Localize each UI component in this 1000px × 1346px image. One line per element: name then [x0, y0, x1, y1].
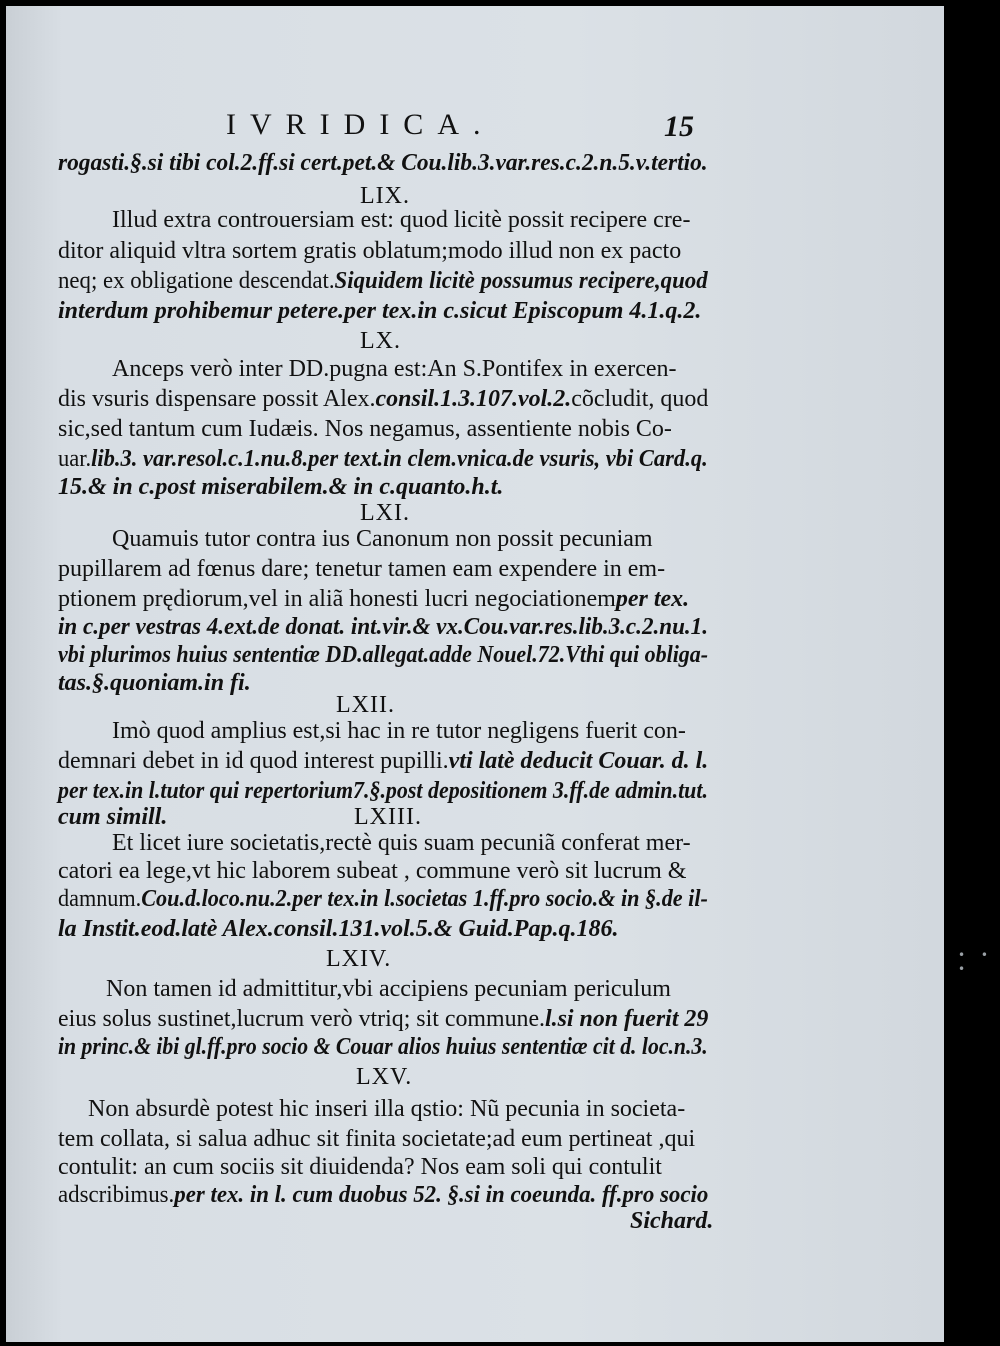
roman-text: Non absurdè potest hic inseri illa qstio: Nũ pecunia in societa- [88, 1096, 686, 1122]
text-line [58, 1182, 708, 1209]
roman-text: dis vsuris dispensare possit Alex. [58, 386, 376, 412]
roman-text: Et licet iure societatis,rectè quis suam pecuniã conferat mer- [112, 830, 691, 856]
citation-text: tas.§.quoniam.in fi. [58, 670, 251, 696]
text-line [58, 670, 251, 697]
roman-text: catori ea lege,vt hic laborem subeat , commune verò sit lucrum & [58, 858, 687, 884]
text-line [58, 268, 708, 295]
text-line [58, 1006, 708, 1033]
text-line [630, 1208, 713, 1235]
citation-text: Cou.d.loco.nu.2.per tex.in l.societas 1.ff.pro socio.& in §.de il- [141, 886, 708, 912]
roman-text: Quamuis tutor contra ius Canonum non possit pecuniam [112, 526, 653, 552]
text-line [58, 916, 618, 943]
citation-text: in princ.& ibi gl.ff.pro socio & Couar alios huius sententiæ cit d. loc.n.3. [58, 1034, 708, 1060]
citation-text: lib.3. var.resol.c.1.nu.8.per text.in clem.vnica.de vsuris, vbi Card.q. [91, 446, 708, 472]
text-line [58, 556, 665, 583]
roman-text: ptionem prędiorum,vel in aliã honesti lucri negociationem [58, 586, 616, 612]
section-number: LXII. [336, 692, 395, 718]
roman-text: ditor aliquid vltra sortem gratis oblatum;modo illud non ex pacto [58, 238, 682, 264]
citation-text: vti latè deducit Couar. d. l. [448, 748, 709, 774]
running-header: IVRIDICA. [226, 108, 495, 141]
roman-text: Illud extra controuersiam est: quod licitè possit recipere cre- [112, 207, 691, 233]
text-line [106, 976, 671, 1003]
text-line [58, 150, 708, 177]
text-line [58, 748, 708, 775]
citation-text: in c.per vestras 4.ext.de donat. int.vir.& vx.Cou.var.res.lib.3.c.2.nu.1. [58, 614, 709, 640]
section-number: LXV. [356, 1064, 413, 1090]
scan-margin [944, 0, 1000, 1346]
roman-text: cõcludit, quod [571, 386, 709, 412]
scan-artifact-dots: • • • [958, 948, 994, 976]
section-number: LXIV. [326, 946, 392, 972]
roman-text: Anceps verò inter DD.pugna est:An S.Pontifex in exercen- [112, 356, 677, 382]
text-line [58, 298, 701, 325]
citation-text: Sichard. [630, 1208, 714, 1234]
text-line [112, 207, 690, 234]
text-line [58, 642, 708, 669]
section-number: LXI. [360, 500, 410, 526]
citation-text: vbi plurimos huius sententiæ DD.allegat.adde Nouel.72.Vthi qui obliga- [58, 642, 709, 668]
text-line [112, 718, 686, 745]
text-line [58, 474, 503, 501]
citation-text: per tex. in l. cum duobus 52. §.si in coeunda. ff.pro socio [174, 1182, 709, 1208]
text-line [112, 526, 653, 553]
roman-text: adscribimus. [58, 1182, 175, 1208]
text-line [58, 386, 708, 413]
text-line [112, 830, 691, 857]
text-line [58, 1154, 662, 1181]
text-line [58, 614, 708, 641]
roman-text: damnum. [58, 886, 142, 912]
page-number: 15 [664, 110, 694, 143]
citation-text: 15.& in c.post miserabilem.& in c.quanto.h.t. [58, 474, 504, 500]
text-line [58, 416, 672, 443]
roman-text: demnari debet in id quod interest pupilli. [58, 748, 449, 774]
text-line [112, 356, 677, 383]
text-line [58, 1126, 695, 1153]
text-line [58, 778, 708, 805]
roman-text: Imò quod amplius est,si hac in re tutor negligens fuerit con- [112, 718, 686, 744]
citation-text: cum simill. [58, 804, 168, 830]
citation-text: per tex. [615, 586, 690, 612]
roman-text: tem collata, si salua adhuc sit finita societate;ad eum pertineat ,qui [58, 1126, 696, 1152]
roman-text: pupillarem ad fœnus dare; tenetur tamen eam expendere in em- [58, 556, 666, 582]
text-line [58, 804, 167, 831]
section-number: LX. [360, 328, 401, 354]
text-line [58, 858, 686, 885]
text-line [58, 446, 708, 473]
text-line [58, 886, 708, 913]
roman-text: uar. [58, 446, 92, 472]
text-line [88, 1096, 685, 1123]
roman-text: sic,sed tantum cum Iudæis. Nos negamus, assentiente nobis Co- [58, 416, 672, 442]
citation-text: la Instit.eod.latè Alex.consil.131.vol.5.& Guid.Pap.q.186. [58, 916, 619, 942]
roman-text: contulit: an cum sociis sit diuidenda? Nos eam soli qui contulit [58, 1154, 662, 1180]
text-line [58, 238, 681, 265]
roman-text: eius solus sustinet,lucrum verò vtriq; sit commune. [58, 1006, 546, 1032]
citation-text: consil.1.3.107.vol.2. [375, 386, 572, 412]
citation-text: interdum prohibemur petere.per tex.in c.sicut Episcopum 4.1.q.2. [58, 298, 702, 324]
text-line [58, 1034, 708, 1061]
roman-text: Non tamen id admittitur,vbi accipiens pecuniam periculum [106, 976, 671, 1002]
section-number: LIX. [360, 183, 410, 209]
citation-text: Siquidem licitè possumus recipere,quod [334, 268, 708, 294]
section-number: LXIII. [354, 804, 422, 830]
citation-text: rogasti.§.si tibi col.2.ff.si cert.pet.& Cou.lib.3.var.res.c.2.n.5.v.tertio. [58, 150, 708, 176]
citation-text: per tex.in l.tutor qui repertorium7.§.post depositionem 3.ff.de admin.tut. [58, 778, 708, 804]
citation-text: l.si non fuerit 29 [545, 1006, 709, 1032]
roman-text: neq; ex obligatione descendat. [58, 268, 335, 294]
text-line [58, 586, 689, 613]
